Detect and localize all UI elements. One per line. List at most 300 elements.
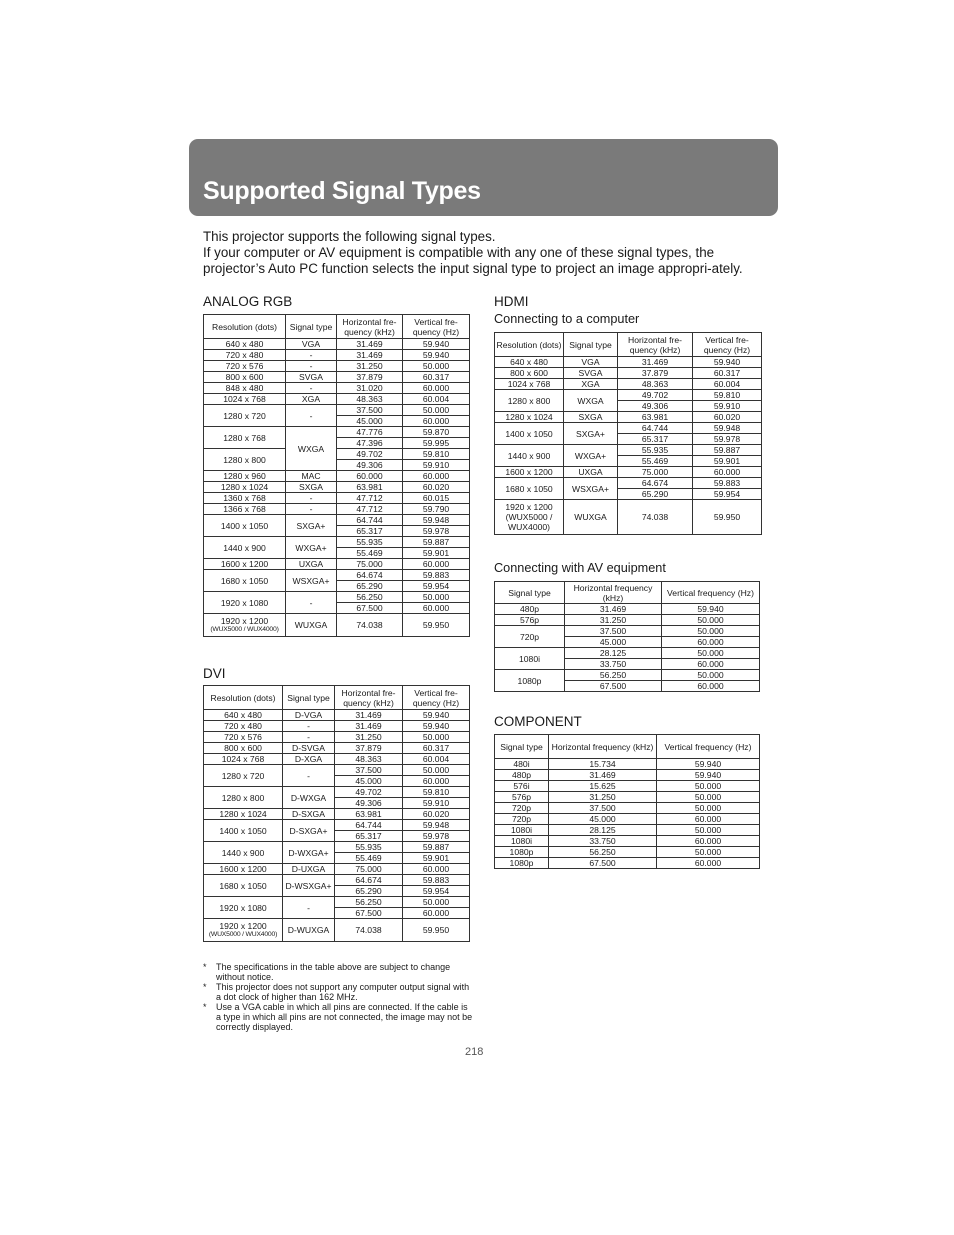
cell-h-freq: 31.469 [618,357,693,368]
hdmi-av-table [494,581,760,692]
col-resolution: Resolution (dots) [204,686,283,710]
cell-signal-type: - [286,350,337,361]
col-horizontal-frequency: Horizontal fre-quency (kHz) [335,686,403,710]
cell-v-freq: 59.950 [403,919,470,942]
cell-resolution: 1680 x 1050 [204,570,286,592]
col-vertical-frequency: Vertical frequency (Hz) [657,735,760,759]
cell-resolution: 1440 x 900 [204,537,286,559]
cell-h-freq: 74.038 [335,919,403,942]
table-row [495,847,760,858]
cell-h-freq: 65.317 [335,831,403,842]
cell-v-freq: 50.000 [657,825,760,836]
table-row [204,765,470,776]
cell-h-freq: 31.469 [549,770,657,781]
cell-v-freq: 60.000 [403,559,470,570]
cell-v-freq: 59.940 [662,604,760,615]
cell-v-freq: 60.317 [403,372,470,383]
cell-signal-type: - [283,732,335,743]
cell-h-freq: 31.250 [337,361,403,372]
cell-v-freq: 50.000 [662,615,760,626]
cell-resolution: 800 x 600 [204,372,286,383]
footnote [203,982,473,1002]
cell-signal-type: D-WSXGA+ [283,875,335,897]
table-row [495,379,762,390]
cell-signal-type: D-SXGA+ [283,820,335,842]
table-row [204,787,470,798]
cell-h-freq: 48.363 [335,754,403,765]
table-row [204,350,470,361]
cell-v-freq: 50.000 [657,847,760,858]
table-row [495,423,762,434]
cell-v-freq: 59.940 [403,350,470,361]
cell-h-freq: 64.674 [335,875,403,886]
cell-h-freq: 37.500 [549,803,657,814]
cell-h-freq: 31.469 [337,350,403,361]
cell-resolution: 1024 x 768 [204,754,283,765]
cell-signal-type: D-SXGA [283,809,335,820]
cell-h-freq: 64.674 [337,570,403,581]
cell-resolution: 1920 x 1080 [204,592,286,614]
cell-v-freq: 60.000 [657,858,760,869]
col-vertical-frequency: Vertical frequency (Hz) [662,582,760,604]
cell-h-freq: 28.125 [565,648,662,659]
cell-signal-type: 576i [495,781,549,792]
cell-signal-type: - [286,383,337,394]
hdmi-computer-heading: Connecting to a computer [494,312,640,326]
resolution-text: 1920 x 1200 [219,921,267,931]
cell-h-freq: 37.879 [335,743,403,754]
cell-signal-type: 1080p [495,847,549,858]
cell-h-freq: 31.469 [337,339,403,350]
col-resolution: Resolution (dots) [204,315,286,339]
cell-signal-type: D-VGA [283,710,335,721]
table-row [495,467,762,478]
cell-h-freq: 48.363 [618,379,693,390]
footnote [203,1002,473,1032]
cell-resolution: 1280 x 720 [204,405,286,427]
cell-v-freq: 50.000 [657,781,760,792]
cell-v-freq: 59.883 [403,570,470,581]
cell-h-freq: 45.000 [337,416,403,427]
cell-h-freq: 60.000 [337,471,403,482]
cell-signal-type: - [286,361,337,372]
cell-resolution: 1920 x 1080 [204,897,283,919]
cell-h-freq: 28.125 [549,825,657,836]
cell-signal-type: UXGA [286,559,337,570]
table-row [204,820,470,831]
cell-resolution: 1400 x 1050 [204,515,286,537]
cell-h-freq: 49.306 [337,460,403,471]
cell-signal-type: WXGA+ [286,537,337,559]
cell-v-freq: 60.020 [403,809,470,820]
cell-v-freq: 50.000 [403,361,470,372]
table-row [204,405,470,416]
table-row [204,537,470,548]
cell-h-freq: 37.879 [618,368,693,379]
cell-signal-type: - [286,493,337,504]
cell-h-freq: 64.744 [335,820,403,831]
cell-resolution: 1440 x 900 [495,445,564,467]
cell-v-freq: 60.317 [403,743,470,754]
cell-resolution: 1280 x 800 [204,787,283,809]
cell-v-freq: 59.978 [403,526,470,537]
cell-signal-type: 720p [495,803,549,814]
cell-v-freq: 50.000 [403,765,470,776]
cell-resolution: 1280 x 720 [204,765,283,787]
cell-signal-type: 1080i [495,648,565,670]
cell-h-freq: 65.317 [618,434,693,445]
cell-signal-type: - [283,765,335,787]
cell-resolution: 1600 x 1200 [204,559,286,570]
cell-h-freq: 47.712 [337,504,403,515]
cell-h-freq: 55.935 [618,445,693,456]
asterisk: * [203,982,207,992]
cell-v-freq: 59.940 [657,759,760,770]
col-signal-type: Signal type [495,735,549,759]
component-table [494,734,760,869]
cell-h-freq: 55.935 [337,537,403,548]
table-row [495,781,760,792]
cell-signal-type: 720p [495,626,565,648]
cell-signal-type: XGA [286,394,337,405]
cell-v-freq: 59.948 [403,820,470,831]
intro-line-1: This projector supports the following signal types. [203,229,496,244]
cell-v-freq: 50.000 [403,592,470,603]
cell-v-freq: 59.978 [693,434,762,445]
cell-v-freq: 59.954 [403,581,470,592]
table-row [204,842,470,853]
cell-resolution: 1024 x 768 [495,379,564,390]
component-heading: COMPONENT [494,714,582,729]
col-signal-type: Signal type [564,333,618,357]
cell-v-freq: 59.910 [693,401,762,412]
table-row [204,394,470,405]
cell-signal-type: 576p [495,792,549,803]
cell-v-freq: 50.000 [403,732,470,743]
cell-resolution: 720 x 576 [204,361,286,372]
table-row [204,449,470,460]
cell-signal-type: MAC [286,471,337,482]
intro-text [203,229,763,277]
cell-h-freq: 37.500 [335,765,403,776]
cell-signal-type: WXGA [286,427,337,471]
title-banner [189,139,778,216]
table-row [204,614,470,637]
analog-rgb-table [203,314,470,637]
cell-v-freq: 59.810 [403,449,470,460]
cell-v-freq: 59.901 [403,548,470,559]
cell-v-freq: 50.000 [662,648,760,659]
cell-h-freq: 31.250 [565,615,662,626]
col-horizontal-frequency: Horizontal frequency (kHz) [565,582,662,604]
cell-h-freq: 56.250 [549,847,657,858]
cell-resolution: 1280 x 1024 [495,412,564,423]
cell-signal-type: SXGA [564,412,618,423]
cell-v-freq: 60.000 [403,864,470,875]
table-row [495,770,760,781]
table-row [204,897,470,908]
cell-resolution: 1280 x 800 [495,390,564,412]
cell-h-freq: 63.981 [337,482,403,493]
table-row [204,875,470,886]
table-row [495,803,760,814]
col-signal-type: Signal type [495,582,565,604]
cell-h-freq: 65.290 [337,581,403,592]
table-row [495,836,760,847]
table-row [495,368,762,379]
table-row [204,471,470,482]
cell-signal-type: D-WXGA [283,787,335,809]
cell-resolution: 1280 x 768 [204,427,286,449]
cell-resolution: 640 x 480 [204,339,286,350]
cell-v-freq: 60.020 [693,412,762,423]
cell-v-freq: 59.883 [403,875,470,886]
col-horizontal-frequency: Horizontal fre-quency (kHz) [618,333,693,357]
cell-resolution: 1280 x 1024 [204,482,286,493]
cell-signal-type: VGA [286,339,337,350]
table-row [204,919,470,942]
cell-signal-type: 480p [495,770,549,781]
cell-v-freq: 50.000 [662,626,760,637]
cell-h-freq: 55.469 [337,548,403,559]
cell-h-freq: 49.306 [335,798,403,809]
cell-v-freq: 59.950 [403,614,470,637]
footnote-text: The specifications in the table above are subject to change without notice. [216,962,451,982]
cell-signal-type: SVGA [564,368,618,379]
cell-v-freq: 50.000 [657,792,760,803]
hdmi-av-heading: Connecting with AV equipment [494,561,666,575]
cell-h-freq: 47.712 [337,493,403,504]
table-row [204,710,470,721]
cell-resolution: 1440 x 900 [204,842,283,864]
table-row [495,626,760,637]
table-row [495,814,760,825]
cell-v-freq: 59.940 [403,710,470,721]
cell-signal-type: SXGA [286,482,337,493]
cell-resolution: 800 x 600 [204,743,283,754]
cell-h-freq: 45.000 [565,637,662,648]
resolution-text: 1920 x 1200 [220,616,269,626]
table-row [495,792,760,803]
cell-resolution: 1680 x 1050 [204,875,283,897]
cell-h-freq: 47.396 [337,438,403,449]
cell-v-freq: 59.995 [403,438,470,449]
cell-v-freq: 59.870 [403,427,470,438]
cell-h-freq: 45.000 [335,776,403,787]
cell-v-freq: 60.000 [657,814,760,825]
cell-h-freq: 15.734 [549,759,657,770]
table-row [495,825,760,836]
cell-signal-type: SVGA [286,372,337,383]
cell-resolution: 720 x 480 [204,721,283,732]
cell-v-freq: 60.317 [693,368,762,379]
cell-h-freq: 31.250 [335,732,403,743]
cell-signal-type: WUXGA [564,500,618,535]
table-row [204,493,470,504]
col-resolution: Resolution (dots) [495,333,564,357]
cell-h-freq: 47.776 [337,427,403,438]
cell-h-freq: 64.744 [618,423,693,434]
cell-resolution: 1024 x 768 [204,394,286,405]
cell-h-freq: 48.363 [337,394,403,405]
cell-signal-type: - [283,897,335,919]
cell-signal-type: 576p [495,615,565,626]
cell-h-freq: 49.702 [337,449,403,460]
cell-resolution: 640 x 480 [204,710,283,721]
cell-signal-type: D-WUXGA [283,919,335,942]
cell-h-freq: 55.469 [335,853,403,864]
cell-v-freq: 50.000 [403,897,470,908]
asterisk: * [203,1002,207,1012]
cell-v-freq: 59.950 [693,500,762,535]
cell-v-freq: 59.954 [403,886,470,897]
cell-signal-type: D-WXGA+ [283,842,335,864]
cell-v-freq: 60.000 [403,776,470,787]
table-row [204,592,470,603]
cell-v-freq: 59.910 [403,798,470,809]
cell-h-freq: 31.250 [549,792,657,803]
cell-v-freq: 60.000 [403,383,470,394]
cell-signal-type: 1080i [495,836,549,847]
table-row [204,743,470,754]
table-row [495,670,760,681]
cell-resolution: 848 x 480 [204,383,286,394]
cell-v-freq: 59.940 [693,357,762,368]
cell-v-freq: 60.004 [403,754,470,765]
cell-resolution: 1400 x 1050 [204,820,283,842]
cell-resolution: 1280 x 1024 [204,809,283,820]
cell-h-freq: 49.702 [335,787,403,798]
col-signal-type: Signal type [283,686,335,710]
cell-v-freq: 59.948 [403,515,470,526]
table-row [495,412,762,423]
table-row [495,604,760,615]
cell-signal-type: SXGA+ [564,423,618,445]
cell-signal-type: - [286,592,337,614]
cell-h-freq: 55.469 [618,456,693,467]
col-horizontal-frequency: Horizontal frequency (kHz) [549,735,657,759]
table-row [204,427,470,438]
cell-signal-type: 480p [495,604,565,615]
table-row [204,504,470,515]
cell-h-freq: 55.935 [335,842,403,853]
cell-v-freq: 60.000 [403,416,470,427]
table-row [204,482,470,493]
cell-h-freq: 65.290 [335,886,403,897]
cell-signal-type: VGA [564,357,618,368]
table-row [495,357,762,368]
cell-v-freq: 59.910 [403,460,470,471]
cell-h-freq: 65.290 [618,489,693,500]
footnote [203,962,473,982]
cell-h-freq: 67.500 [335,908,403,919]
cell-signal-type: WSXGA+ [564,478,618,500]
cell-signal-type: D-SVGA [283,743,335,754]
footnotes [203,962,473,1032]
cell-h-freq: 75.000 [618,467,693,478]
cell-resolution: 720 x 480 [204,350,286,361]
cell-signal-type: WXGA+ [564,445,618,467]
cell-resolution: 1400 x 1050 [495,423,564,445]
cell-h-freq: 75.000 [337,559,403,570]
analog-rgb-heading: ANALOG RGB [203,294,293,309]
cell-v-freq: 59.887 [403,842,470,853]
cell-h-freq: 37.500 [565,626,662,637]
table-row [204,361,470,372]
cell-v-freq: 60.000 [662,681,760,692]
cell-v-freq: 60.000 [662,659,760,670]
cell-signal-type: WXGA [564,390,618,412]
asterisk: * [203,962,207,972]
cell-v-freq: 59.940 [657,770,760,781]
table-row [204,515,470,526]
cell-signal-type: - [286,405,337,427]
cell-h-freq: 75.000 [335,864,403,875]
footnote-text: This projector does not support any computer output signal with a dot clock of higher than 162 MHz. [216,982,470,1002]
cell-signal-type: 1080p [495,858,549,869]
cell-v-freq: 60.000 [693,467,762,478]
model-note: (WUX5000 / WUX4000) [210,626,279,633]
cell-v-freq: 59.940 [403,721,470,732]
table-row [495,858,760,869]
table-row [204,754,470,765]
cell-resolution: 720 x 576 [204,732,283,743]
table-row [495,478,762,489]
cell-h-freq: 56.250 [337,592,403,603]
table-row [204,732,470,743]
table-row [204,559,470,570]
col-signal-type: Signal type [286,315,337,339]
cell-signal-type: XGA [564,379,618,390]
cell-h-freq: 31.469 [335,721,403,732]
page-number: 218 [465,1046,484,1058]
cell-v-freq: 59.954 [693,489,762,500]
table-row [495,759,760,770]
cell-h-freq: 56.250 [565,670,662,681]
cell-resolution: 1360 x 768 [204,493,286,504]
cell-h-freq: 33.750 [549,836,657,847]
cell-signal-type: 1080p [495,670,565,692]
cell-h-freq: 67.500 [549,858,657,869]
table-row [495,615,760,626]
cell-h-freq: 45.000 [549,814,657,825]
col-vertical-frequency: Vertical fre-quency (Hz) [693,333,762,357]
cell-signal-type: D-UXGA [283,864,335,875]
cell-v-freq: 60.000 [403,908,470,919]
cell-h-freq: 65.317 [337,526,403,537]
cell-v-freq: 60.000 [657,836,760,847]
cell-v-freq: 59.810 [403,787,470,798]
cell-signal-type: 480i [495,759,549,770]
table-row [495,648,760,659]
cell-h-freq: 67.500 [337,603,403,614]
cell-v-freq: 59.887 [693,445,762,456]
cell-v-freq: 59.810 [693,390,762,401]
cell-h-freq: 37.879 [337,372,403,383]
cell-signal-type: WSXGA+ [286,570,337,592]
col-horizontal-frequency: Horizontal fre-quency (kHz) [337,315,403,339]
table-row [204,721,470,732]
table-row [204,570,470,581]
cell-h-freq: 74.038 [337,614,403,637]
intro-line-2: If your computer or AV equipment is compatible with any one of these signal types, the projector’s Auto PC function selects the input signal type to project an image appropri-ately. [203,245,743,276]
cell-v-freq: 60.004 [693,379,762,390]
cell-resolution: 1600 x 1200 [204,864,283,875]
cell-h-freq: 56.250 [335,897,403,908]
cell-h-freq: 33.750 [565,659,662,670]
dvi-table [203,685,470,942]
table-row [204,383,470,394]
